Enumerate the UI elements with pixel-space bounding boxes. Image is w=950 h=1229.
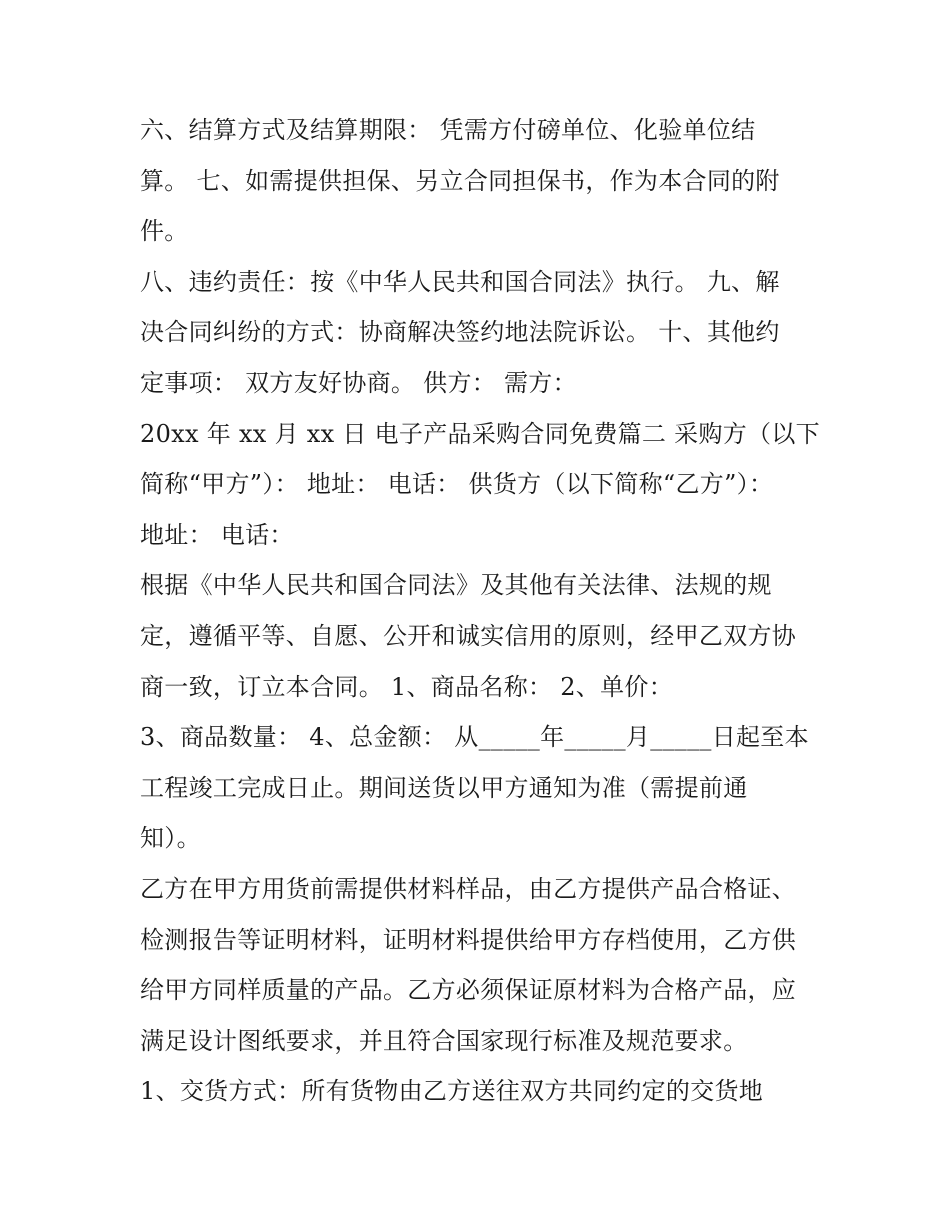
text-line: 简称“甲方”）： 地址： 电话： 供货方（以下简称“乙方”）： [140,470,774,499]
text-line: 给甲方同样质量的产品。乙方必须保证原材料为合格产品，应 [140,976,797,1005]
text-line: 定，遵循平等、自愿、公开和诚实信用的原则，经甲乙双方协 [140,621,797,650]
text-line: 乙方在甲方用货前需提供材料样品，由乙方提供产品合格证、 [140,874,797,903]
text-line: 检测报告等证明材料，证明材料提供给甲方存档使用，乙方供 [140,925,797,954]
text-line: 商一致，订立本合同。 1、商品名称： 2、单价： [140,672,673,701]
text-line: 根据《中华人民共和国合同法》及其他有关法律、法规的规 [140,571,772,600]
text-line: 件。 [140,217,189,246]
text-line: 算。 七、如需提供担保、另立合同担保书，作为本合同的附 [140,166,780,195]
text-line: 1、交货方式：所有货物由乙方送往双方共同约定的交货地 [140,1077,764,1106]
text-line: 定事项： 双方友好协商。 供方： 需方： [140,368,577,397]
text-line: 20xx 年 xx 月 xx 日 电子产品采购合同免费篇二 采购方（以下 [140,419,820,448]
text-line: 六、结算方式及结算期限： 凭需方付磅单位、化验单位结 [140,116,756,144]
text-line: 地址： 电话： [140,520,294,549]
text-line: 满足设计图纸要求，并且符合国家现行标准及规范要求。 [140,1026,748,1055]
text-line: 3、商品数量： 4、总金额： 从_____年_____月_____日起至本 [140,723,809,752]
text-line: 工程竣工完成日止。期间送货以甲方通知为准（需提前通 [140,773,748,802]
document-body [140,105,820,1117]
text-line: 八、违约责任：按《中华人民共和国合同法》执行。 九、解 [140,267,780,296]
text-line: 知）。 [140,824,201,853]
text-line: 决合同纠纷的方式：协商解决签约地法院诉讼。 十、其他约 [140,318,780,347]
